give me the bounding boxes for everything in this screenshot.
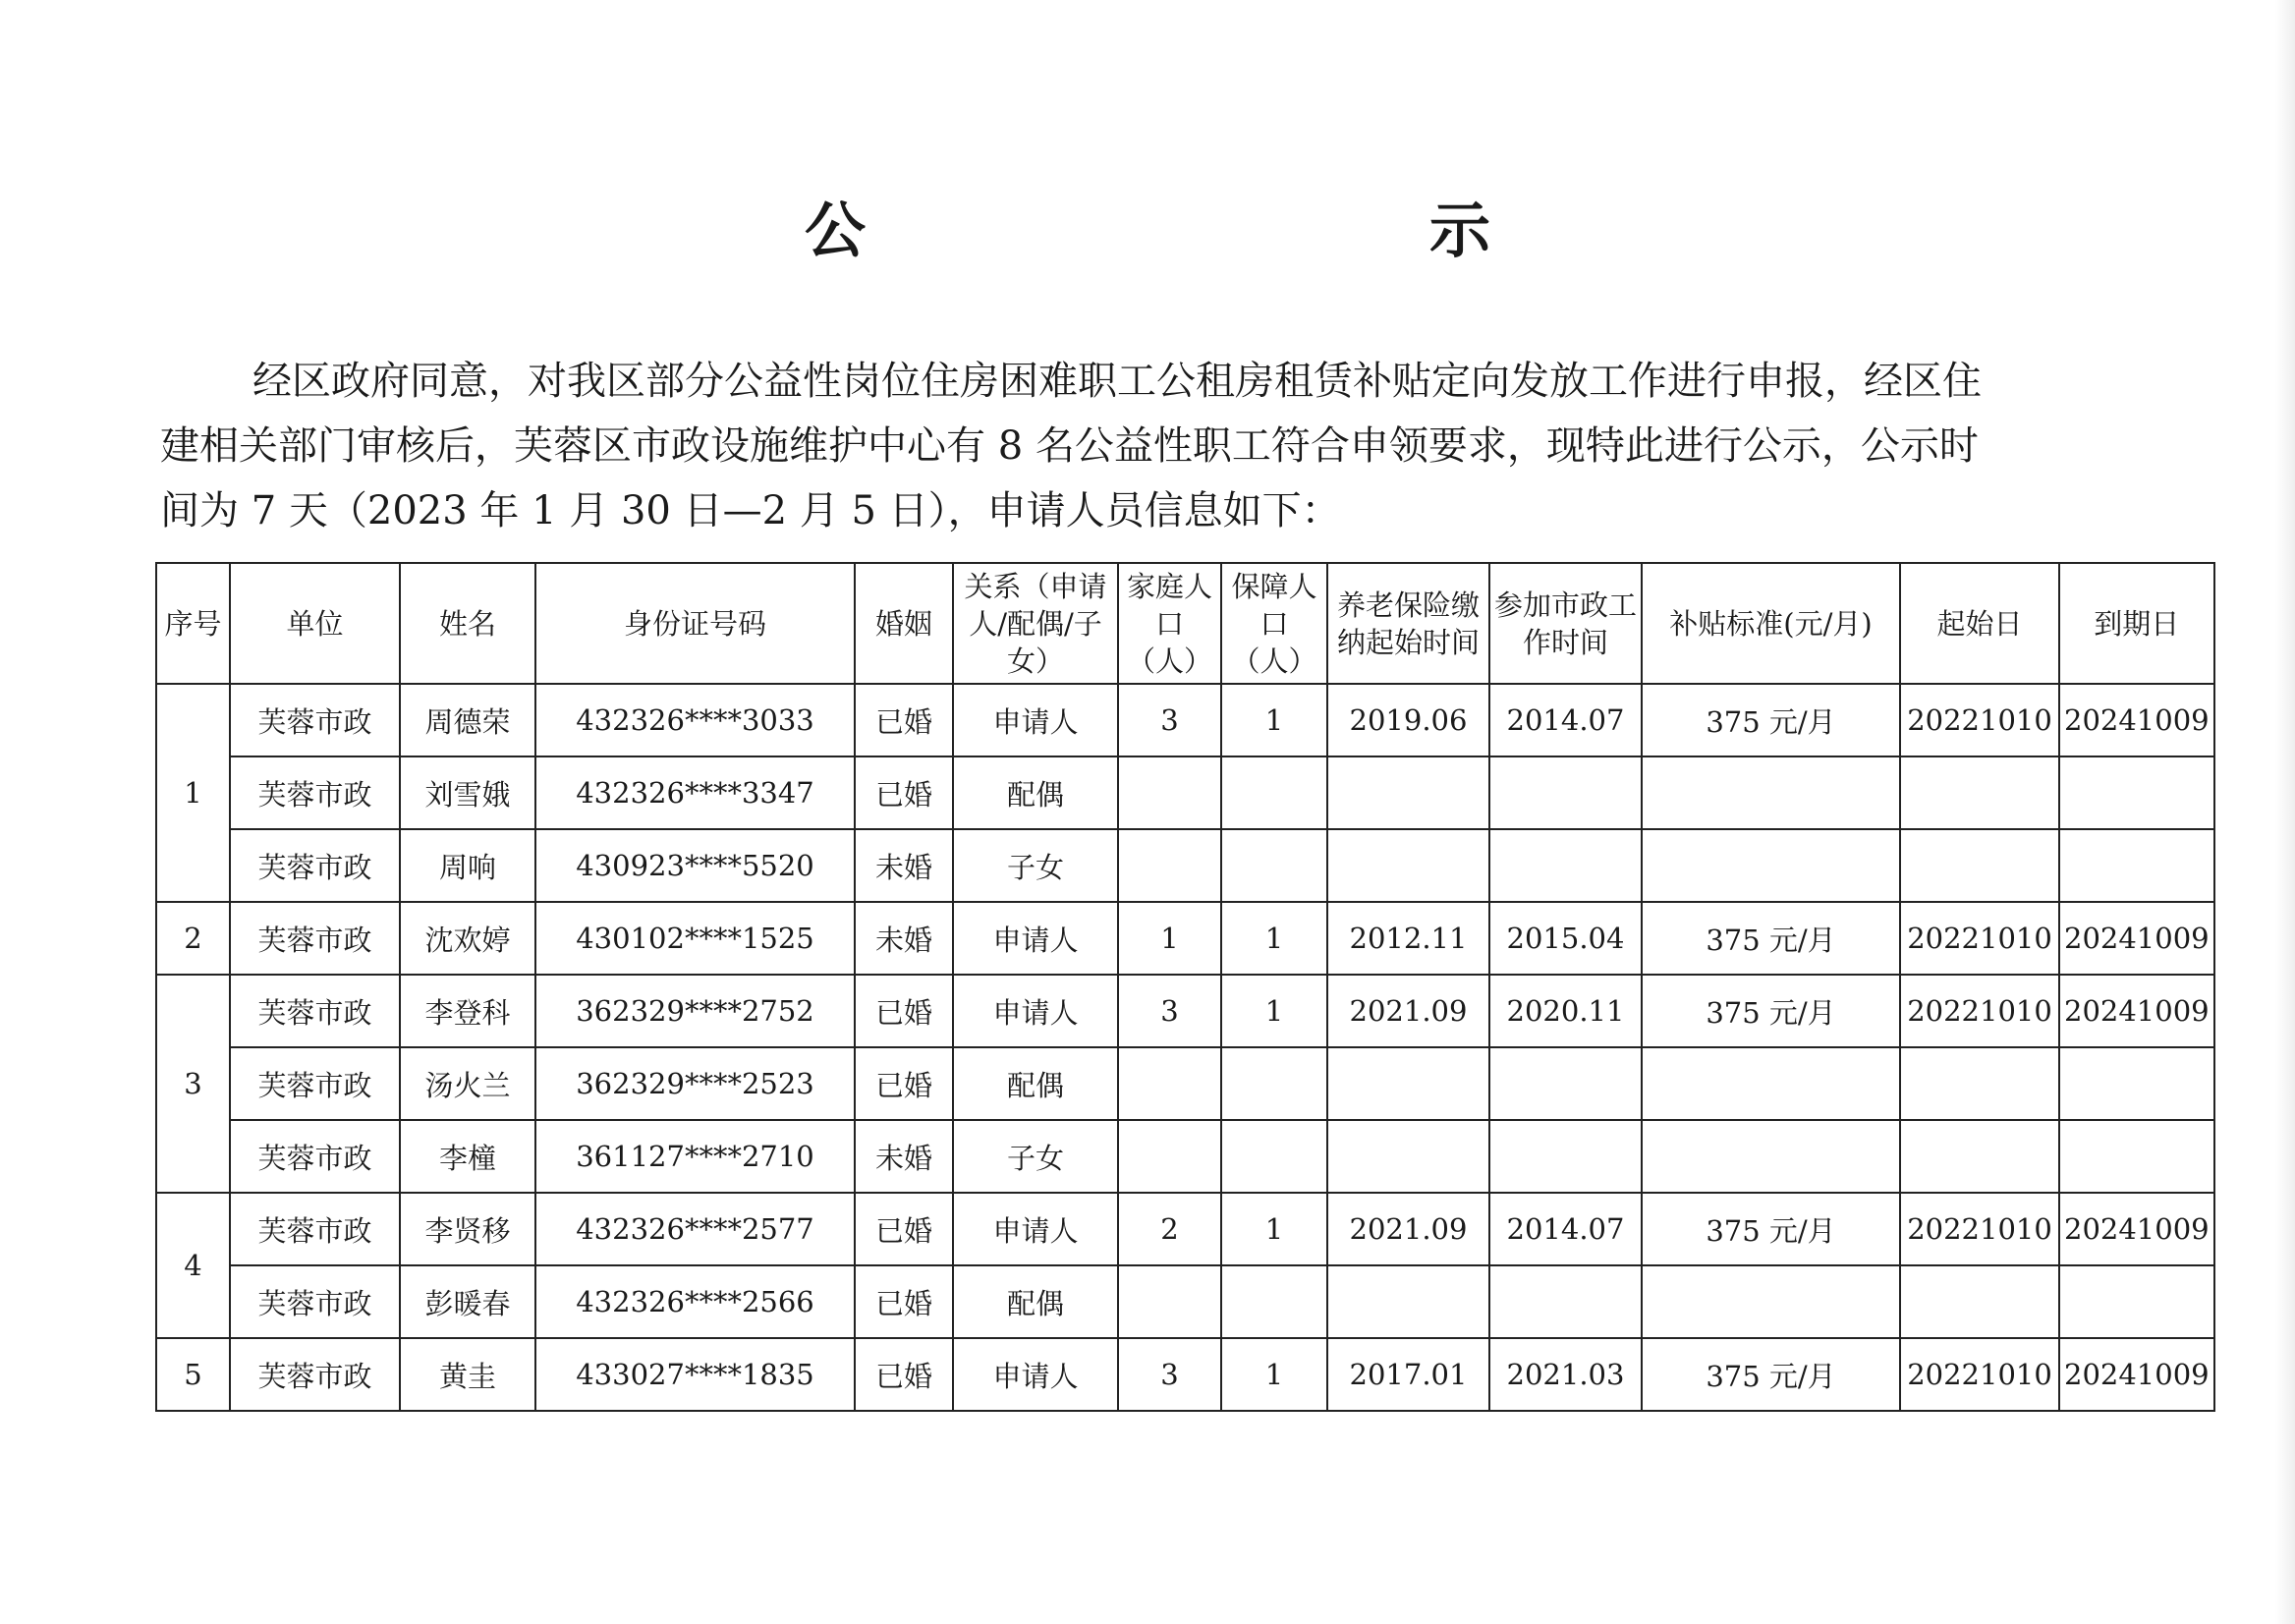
- col-header-start-date: 起始日: [1900, 563, 2059, 684]
- cell-marital: 已婚: [855, 1265, 953, 1338]
- cell-pension-start: 2019.06: [1327, 684, 1489, 756]
- cell-covered-size: [1221, 829, 1327, 902]
- cell-start-date: [1900, 756, 2059, 829]
- cell-end-date: 20241009: [2059, 1338, 2214, 1411]
- cell-marital: 已婚: [855, 1193, 953, 1265]
- cell-covered-size: [1221, 1120, 1327, 1193]
- cell-covered-size: [1221, 1047, 1327, 1120]
- cell-end-date: 20241009: [2059, 684, 2214, 756]
- cell-unit: 芙蓉市政: [230, 975, 400, 1047]
- table-row: [156, 1193, 2214, 1265]
- cell-subsidy: 375 元/月: [1642, 1193, 1900, 1265]
- cell-start-date: 20221010: [1900, 1338, 2059, 1411]
- cell-covered-size: 1: [1221, 684, 1327, 756]
- cell-covered-size: 1: [1221, 1193, 1327, 1265]
- cell-family-size: [1118, 1265, 1221, 1338]
- cell-relation: 申请人: [953, 902, 1118, 975]
- cell-start-date: [1900, 1120, 2059, 1193]
- cell-name: 李贤移: [400, 1193, 535, 1265]
- cell-pension-start: [1327, 1047, 1489, 1120]
- cell-subsidy: 375 元/月: [1642, 902, 1900, 975]
- cell-marital: 已婚: [855, 1047, 953, 1120]
- col-header-subsidy: 补贴标准(元/月): [1642, 563, 1900, 684]
- cell-name: 汤火兰: [400, 1047, 535, 1120]
- col-header-end-date: 到期日: [2059, 563, 2214, 684]
- cell-family-size: 3: [1118, 975, 1221, 1047]
- cell-name: 李登科: [400, 975, 535, 1047]
- cell-end-date: 20241009: [2059, 975, 2214, 1047]
- cell-marital: 未婚: [855, 902, 953, 975]
- cell-id-number: 432326****2566: [535, 1265, 855, 1338]
- col-header-relation: 关系（申请人/配偶/子女）: [953, 563, 1118, 684]
- col-header-family: 家庭人口（人）: [1118, 563, 1221, 684]
- cell-work-start: [1489, 1047, 1642, 1120]
- cell-name: 彭暖春: [400, 1265, 535, 1338]
- cell-relation: 配偶: [953, 1047, 1118, 1120]
- cell-end-date: 20241009: [2059, 1193, 2214, 1265]
- cell-unit: 芙蓉市政: [230, 1120, 400, 1193]
- cell-covered-size: [1221, 1265, 1327, 1338]
- cell-pension-start: 2021.09: [1327, 975, 1489, 1047]
- table-row: [156, 684, 2214, 756]
- cell-marital: 已婚: [855, 756, 953, 829]
- cell-subsidy: [1642, 1120, 1900, 1193]
- col-header-pension-start: 养老保险缴纳起始时间: [1327, 563, 1489, 684]
- cell-seq-no: 3: [156, 975, 230, 1193]
- cell-family-size: [1118, 829, 1221, 902]
- cell-relation: 申请人: [953, 975, 1118, 1047]
- table-body: [156, 684, 2214, 1411]
- cell-id-number: 432326****3033: [535, 684, 855, 756]
- cell-end-date: 20241009: [2059, 902, 2214, 975]
- cell-pension-start: [1327, 829, 1489, 902]
- cell-work-start: 2020.11: [1489, 975, 1642, 1047]
- cell-id-number: 433027****1835: [535, 1338, 855, 1411]
- cell-unit: 芙蓉市政: [230, 902, 400, 975]
- cell-subsidy: 375 元/月: [1642, 1338, 1900, 1411]
- table-row: [156, 1120, 2214, 1193]
- cell-start-date: [1900, 1047, 2059, 1120]
- cell-start-date: 20221010: [1900, 684, 2059, 756]
- cell-pension-start: [1327, 1265, 1489, 1338]
- cell-unit: 芙蓉市政: [230, 684, 400, 756]
- cell-subsidy: [1642, 1047, 1900, 1120]
- col-header-covered: 保障人口（人）: [1221, 563, 1327, 684]
- cell-name: 李橦: [400, 1120, 535, 1193]
- cell-unit: 芙蓉市政: [230, 756, 400, 829]
- intro-paragraph: [160, 349, 2155, 543]
- cell-id-number: 430102****1525: [535, 902, 855, 975]
- cell-relation: 子女: [953, 829, 1118, 902]
- cell-marital: 已婚: [855, 684, 953, 756]
- cell-covered-size: 1: [1221, 975, 1327, 1047]
- table-row: [156, 1265, 2214, 1338]
- cell-family-size: 1: [1118, 902, 1221, 975]
- col-header-no: 序号: [156, 563, 230, 684]
- cell-work-start: 2014.07: [1489, 1193, 1642, 1265]
- cell-id-number: 432326****2577: [535, 1193, 855, 1265]
- cell-seq-no: 2: [156, 902, 230, 975]
- cell-family-size: 2: [1118, 1193, 1221, 1265]
- cell-marital: 未婚: [855, 1120, 953, 1193]
- cell-seq-no: 5: [156, 1338, 230, 1411]
- cell-family-size: 3: [1118, 684, 1221, 756]
- cell-unit: 芙蓉市政: [230, 1265, 400, 1338]
- cell-relation: 申请人: [953, 1338, 1118, 1411]
- col-header-work-start: 参加市政工作时间: [1489, 563, 1642, 684]
- cell-work-start: [1489, 1120, 1642, 1193]
- cell-seq-no: 4: [156, 1193, 230, 1338]
- cell-name: 周德荣: [400, 684, 535, 756]
- cell-pension-start: 2017.01: [1327, 1338, 1489, 1411]
- cell-pension-start: [1327, 1120, 1489, 1193]
- cell-covered-size: 1: [1221, 902, 1327, 975]
- cell-start-date: [1900, 829, 2059, 902]
- cell-end-date: [2059, 1047, 2214, 1120]
- applicant-table: [155, 562, 2215, 1412]
- cell-end-date: [2059, 1120, 2214, 1193]
- cell-relation: 申请人: [953, 1193, 1118, 1265]
- cell-name: 沈欢婷: [400, 902, 535, 975]
- cell-name: 黄圭: [400, 1338, 535, 1411]
- cell-work-start: 2021.03: [1489, 1338, 1642, 1411]
- cell-family-size: [1118, 756, 1221, 829]
- cell-id-number: 430923****5520: [535, 829, 855, 902]
- cell-work-start: [1489, 829, 1642, 902]
- cell-unit: 芙蓉市政: [230, 1338, 400, 1411]
- cell-relation: 配偶: [953, 1265, 1118, 1338]
- table-row: [156, 975, 2214, 1047]
- cell-id-number: 362329****2523: [535, 1047, 855, 1120]
- table-row: [156, 1047, 2214, 1120]
- cell-marital: 未婚: [855, 829, 953, 902]
- cell-id-number: 362329****2752: [535, 975, 855, 1047]
- cell-start-date: 20221010: [1900, 1193, 2059, 1265]
- col-header-id: 身份证号码: [535, 563, 855, 684]
- cell-relation: 配偶: [953, 756, 1118, 829]
- header-row: [156, 563, 2214, 684]
- cell-end-date: [2059, 1265, 2214, 1338]
- cell-id-number: 361127****2710: [535, 1120, 855, 1193]
- col-header-name: 姓名: [400, 563, 535, 684]
- cell-start-date: 20221010: [1900, 902, 2059, 975]
- cell-unit: 芙蓉市政: [230, 1193, 400, 1265]
- intro-line: 间为 7 天（2023 年 1 月 30 日—2 月 5 日），申请人员信息如下：: [160, 488, 1341, 533]
- cell-name: 周响: [400, 829, 535, 902]
- cell-unit: 芙蓉市政: [230, 1047, 400, 1120]
- cell-name: 刘雪娥: [400, 756, 535, 829]
- cell-family-size: [1118, 1120, 1221, 1193]
- cell-work-start: 2014.07: [1489, 684, 1642, 756]
- cell-subsidy: [1642, 1265, 1900, 1338]
- cell-work-start: 2015.04: [1489, 902, 1642, 975]
- table-row: [156, 829, 2214, 902]
- cell-start-date: 20221010: [1900, 975, 2059, 1047]
- table-row: [156, 902, 2214, 975]
- intro-line: 建相关部门审核后，芙蓉区市政设施维护中心有 8 名公益性职工符合申领要求，现特此进行公示，公示时: [160, 423, 1979, 469]
- intro-line: 经区政府同意，对我区部分公益性岗位住房困难职工公租房租赁补贴定向发放工作进行申报，经区住: [252, 359, 1982, 404]
- cell-subsidy: [1642, 829, 1900, 902]
- cell-work-start: [1489, 1265, 1642, 1338]
- cell-covered-size: 1: [1221, 1338, 1327, 1411]
- cell-end-date: [2059, 829, 2214, 902]
- cell-covered-size: [1221, 756, 1327, 829]
- cell-pension-start: [1327, 756, 1489, 829]
- cell-subsidy: 375 元/月: [1642, 684, 1900, 756]
- cell-work-start: [1489, 756, 1642, 829]
- cell-family-size: [1118, 1047, 1221, 1120]
- table-row: [156, 756, 2214, 829]
- cell-subsidy: 375 元/月: [1642, 975, 1900, 1047]
- page-title: 公 示: [804, 195, 1638, 266]
- cell-relation: 申请人: [953, 684, 1118, 756]
- cell-pension-start: 2012.11: [1327, 902, 1489, 975]
- cell-relation: 子女: [953, 1120, 1118, 1193]
- cell-end-date: [2059, 756, 2214, 829]
- cell-id-number: 432326****3347: [535, 756, 855, 829]
- cell-pension-start: 2021.09: [1327, 1193, 1489, 1265]
- cell-unit: 芙蓉市政: [230, 829, 400, 902]
- cell-start-date: [1900, 1265, 2059, 1338]
- cell-subsidy: [1642, 756, 1900, 829]
- cell-marital: 已婚: [855, 1338, 953, 1411]
- col-header-unit: 单位: [230, 563, 400, 684]
- table-row: [156, 1338, 2214, 1411]
- cell-family-size: 3: [1118, 1338, 1221, 1411]
- col-header-marital: 婚姻: [855, 563, 953, 684]
- cell-marital: 已婚: [855, 975, 953, 1047]
- cell-seq-no: 1: [156, 684, 230, 902]
